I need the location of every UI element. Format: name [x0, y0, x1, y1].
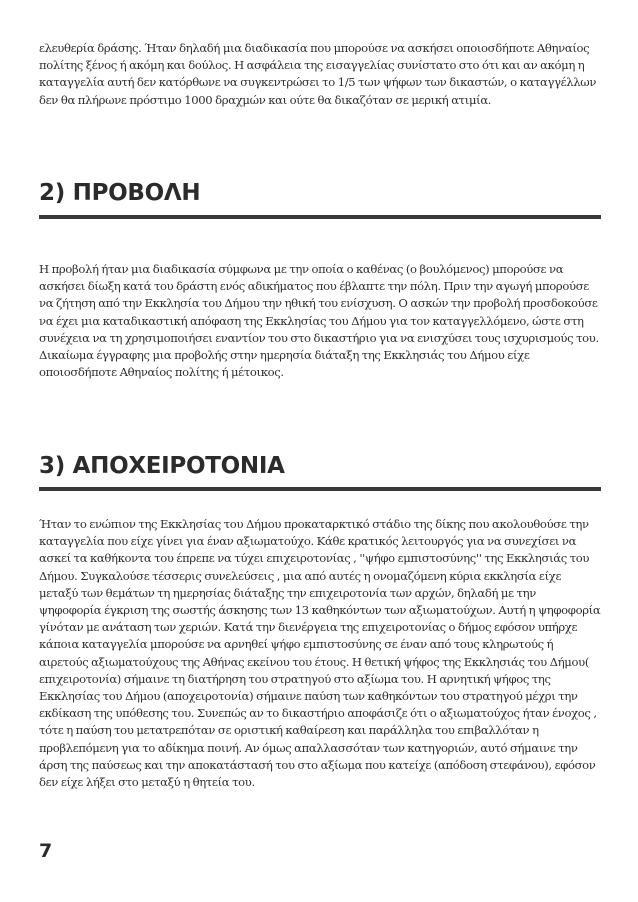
provoli-paragraph: Η προβολή ήταν μια διαδικασία σύμφωνα με την οποία ο καθένας (ο βουλόμενος) μπορούσε να ασκήσει δίωξη κατά του δράστη ενός αδικήματος που έβλαπτε την πόλη. Πριν την αγωγή μπορούσε να ζήτηση από την Εκκλησία του Δήμου την ηθική του ενίσχυση. Ο ασκών την προβολή προσδοκούσε να έχει μια καταδικαστική απόφαση της Εκκλησίας του Δήμου για τον καταγγελλόμενο, ώστε στη συνέχεια να τη χρησιμοποιήσει εναντίον του στο δικαστήριο για να ενισχύσει τους ισχυρισμούς του. Δικαίωμα έγγραφης μια προβολής στην ημερησία διάταξη της Εκκλησιάς του Δήμου είχε οποιοσδήποτε Αθηναίος πολίτης ή μέτοικος.	[39, 262, 599, 380]
page-number: 7	[39, 840, 53, 862]
section-heading-provoli: 2) ΠΡΟΒΟΛΗ	[39, 180, 201, 206]
section-heading-apoxeirotonia: 3) ΑΠΟΧΕΙΡΟΤΟΝΙΑ	[39, 453, 285, 479]
apoxeirotonia-paragraph: Ήταν το ενώπιον της Εκκλησίας του Δήμου προκαταρκτικό στάδιο της δίκης που ακολουθούσε την καταγγελία που είχε γίνει για έναν αξιωματούχο. Κάθε κρατικός λειτουργός για να συνεχίσει να ασκεί τα καθήκοντα του έπρεπε να τύχει επιχειροτονίας , ''ψήφο εμπιστοσύνης'' της Εκκλησιάς του Δήμου. Συγκαλούσε τέσσερις συνελεύσεις , μια από αυτές η ονομαζόμενη κύρια εκκλησία είχε μεταξύ των θεμάτων τη ημερησίας διάταξης την επιχειροτονία των αρχών, δηλαδή με την ψηφοφορία έγκριση της σωστής άσκησης των 13 καθηκόντων των αξιωματούχων. Αυτή η ψηφοφορία γίνόταν με ανάταση των χεριών. Κατά την διενέργεια της επιχειροτονίας ο δήμος εφόσον υπήρχε κάποια καταγγελία μπορούσε να αρνηθεί ψήφο εμπιστοσύνης σε έναν από τους κληρωτούς ή αιρετούς αξιωματούχους της Αθήνας εκείνου του έτους. Η θετική ψήφος της Εκκλησιάς του Δήμου( επιχειροτονία) σήμαινε τη διατήρηση του στρατηγού στο αξίωμα του. Η αρνητική ψήφος της Εκκλησίας του Δήμου (αποχειροτονία) σήμαινε παύση των καθηκόντων του στρατηγού μέχρι την εκδίκαση της υπόθεσης του. Συνεπώς αν το δικαστήριο αποφάσιζε ότι ο αξιωματούχος ήταν ένοχος , τότε η παύση του μετατρεπόταν σε οριστική καθαίρεση και παράλληλα του επιβαλλόταν η προβλεπόμενη για το αδίκημα ποινή. Αν όμως απαλλασσόταν των κατηγοριών, αυτό σήμαινε την άρση της παύσεως και την αποκατάστασή του στο αξίωμα που κατείχε (απόδοση στεφάνου), εφόσον δεν είχε λήξει στο μεταξύ η θητεία του.	[39, 517, 601, 790]
section-divider	[39, 487, 601, 491]
intro-paragraph: ελευθερία δράσης. Ήταν δηλαδή μια διαδικασία που μπορούσε να ασκήσει οποιοσδήποτε Αθηναίος πολίτης ξένος ή ακόμη και δούλος. Η ασφάλεια της εισαγγελίας συνίστατο στο ότι και αν ακόμη η καταγγελία αυτή δεν κατόρθωνε να συγκεντρώσει το 1/5 των ψήφων των δικαστών, ο καταγγέλλων δεν θα πλήρωνε πρόστιμο 1000 δραχμών και ούτε θα δικαζόταν σε μερική ατιμία.	[39, 41, 597, 107]
section-divider	[39, 215, 601, 219]
